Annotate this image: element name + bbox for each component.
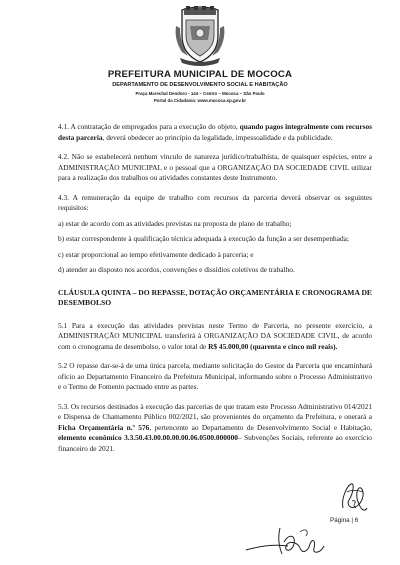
requirement-item-c: c) estar proporcional ao tempo efetivamente dedicado à parceria; e (58, 249, 254, 259)
p41-text-c: , deverá obedecer ao princípio da legalidade, impessoalidade e da publicidade. (102, 132, 333, 142)
p53-text-e: – Subvenções Sociais, referente ao exercício financeiro de 2021. (58, 433, 372, 453)
p51-amount: R$ 45.000,00 (quarenta e cinco mil reais). (208, 341, 338, 351)
requirement-item-d: d) atender ao disposto nos acordos, convenções e dissídios coletivos de trabalho. (58, 265, 295, 274)
p53-text-a: 5.3. Os recursos destinados à execução das parcerias de que tratam este Processo Administrativo 014/2021 e Dispensa de Chamamento Público 002/2021, são provenientes do orçamento da Prefeitura, e onerará a (58, 401, 372, 421)
paragraph-5-2: 5.2 O repasse dar-se-á de uma única parcela, mediante solicitação do Gestor da Parceria que encaminhará ofício ao Departamento Financeiro da Prefeitura Municipal, informando sobre o Processo Administrativo e o Termo de Fomento pactuado entre as partes. (58, 361, 372, 391)
header-address: Praça Marechal Deodoro - 144 – Centro – Mococa – São Paulo (135, 91, 265, 96)
handwritten-signature-margin (337, 478, 369, 518)
document-body (58, 122, 372, 454)
municipal-coat-of-arms-logo (174, 6, 226, 66)
clause-five-heading: CLÁUSULA QUINTA – DO REPASSE, DOTAÇÃO ORÇAMENTÁRIA E CRONOGRAMA DE DESEMBOLSO (58, 287, 372, 307)
page-number: Página | 6 (330, 517, 359, 524)
handwritten-signature-bottom (240, 522, 330, 560)
p53-text-c: , pertencente ao Departamento de Desenvolvimento Social e Habitação, (149, 422, 372, 432)
p51-text-a: 5.1 Para a execução das atividades previstas neste Termo de Parceria, no presente exercício, a ADMINISTRAÇÃO MUNICIPAL transferirá à ORGANIZAÇÃO DA SOCIEDADE CIVIL, de acordo com o cronograma de desembolso, o valor total de (58, 320, 372, 351)
paragraph-5-1 (58, 321, 372, 353)
header-title: PREFEITURA MUNICIPAL DE MOCOCA (107, 69, 293, 80)
paragraph-4-1 (58, 122, 372, 143)
p53-ficha: Ficha Orçamentária n.º 576 (58, 422, 150, 432)
requirement-item-b: b) estar correspondente à qualificação técnica adequada à execução da função a ser desempenhada; (58, 234, 349, 243)
handwritten-initial-mark (350, 499, 360, 509)
requirement-item-a: a) estar de acordo com as atividades previstas na proposta de plano de trabalho; (58, 218, 292, 228)
p41-text-a: 4.1. A contratação de empregados para a execução do objeto, (58, 122, 240, 131)
paragraph-5-3 (58, 402, 372, 455)
paragraph-4-2: 4.2. Não se estabelecerá nenhum vínculo de natureza jurídico/trabalhista, de quaisquer espécies, entre a ADMINISTRAÇÃO MUNICIPAL e o pessoal que a ORGANIZAÇÃO DA SOCIEDADE CIVIL utilizar para a realização dos trabalhos ou atividades constantes deste Instrumento. (58, 152, 372, 182)
header-portal: Portal da Cidadania: www.mococa.sp.gov.br (153, 98, 247, 103)
p41-text-bold: quando pagos integralmente com recursos desta parceria (58, 122, 372, 142)
p53-elemento: elemento econômico 3.3.50.43.00.00.00.00.06.0500.000000 (58, 433, 238, 442)
paragraph-4-3: 4.3. A remuneração da equipe de trabalho com recursos da parceria deverá observar os seguintes requisitos: (58, 192, 372, 212)
header-department: DEPARTAMENTO DE DESENVOLVIMENTO SOCIAL E HABITAÇÃO (112, 82, 288, 88)
